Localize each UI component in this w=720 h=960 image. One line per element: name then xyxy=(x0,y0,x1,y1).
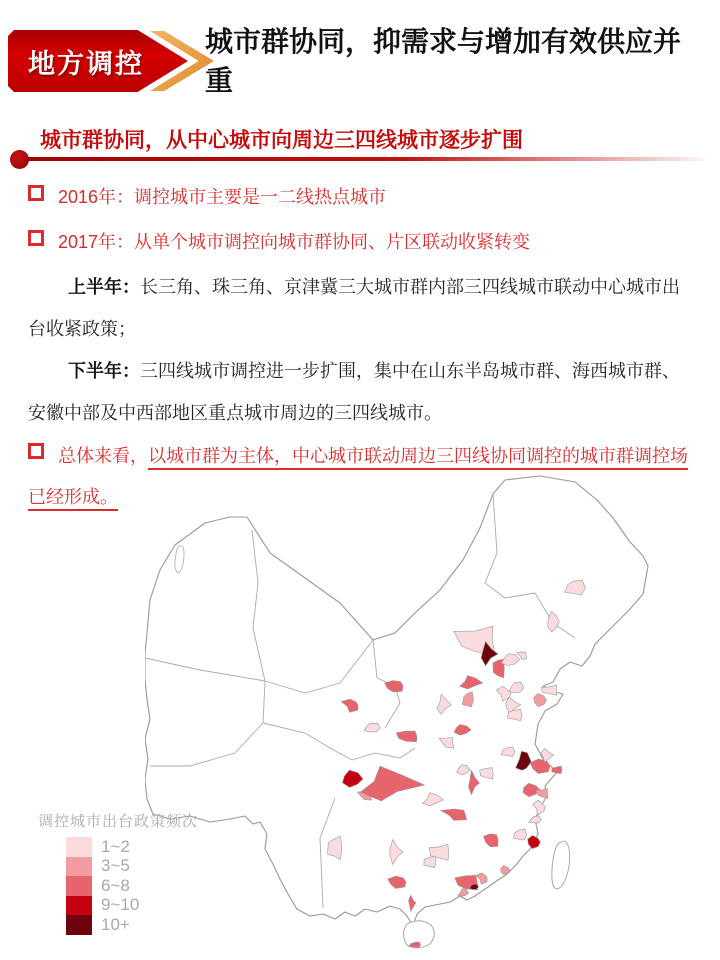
legend-label: 1~2 xyxy=(101,836,130,856)
legend-item xyxy=(66,915,198,935)
second-half-text: 三四线城市调控进一步扩围，集中在山东半岛城市群、海西城市群、安徽中部及中西部地区重点城市周边的三四线城市。 xyxy=(28,361,680,423)
legend-label: 10+ xyxy=(101,914,130,934)
square-bullet-icon xyxy=(28,443,44,459)
paragraph-second-half xyxy=(28,350,694,434)
legend-label: 3~5 xyxy=(101,856,130,876)
square-bullet-icon xyxy=(28,230,44,246)
divider-line xyxy=(26,157,710,161)
bullet-2016-text: 2016年：调控城市主要是一二线热点城市 xyxy=(58,187,387,207)
legend-label: 9~10 xyxy=(101,895,140,915)
summary-underlined-text: 以城市群为主体，中心城市联动周边三四线协同调控的城市群调控场已经形成。 xyxy=(28,446,688,507)
first-half-label: 上半年： xyxy=(68,277,140,297)
header-badge xyxy=(8,28,218,94)
map-legend xyxy=(38,810,198,935)
badge-label: 地方调控 xyxy=(28,49,144,79)
legend-label: 6~8 xyxy=(101,875,130,895)
page-title: 城市群协同，抑需求与增加有效供应并重 xyxy=(205,26,682,96)
legend-swatch xyxy=(66,915,92,935)
bullet-2016 xyxy=(28,184,692,210)
legend-swatch xyxy=(66,857,92,877)
second-half-label: 下半年： xyxy=(68,361,140,381)
legend-swatch xyxy=(66,876,92,896)
legend-item xyxy=(66,876,198,896)
legend-item xyxy=(66,857,198,877)
summary-prefix: 总体来看， xyxy=(58,446,148,466)
legend-swatch xyxy=(66,896,92,916)
legend-item xyxy=(66,837,198,857)
legend-rows xyxy=(66,837,198,935)
china-choropleth-map xyxy=(145,472,655,958)
taiwan-outline xyxy=(552,841,570,889)
bullet-2017-text: 2017年：从单个城市调控向城市群协同、片区联动收紧转变 xyxy=(58,232,531,252)
legend-title: 调控城市出台政策频次 xyxy=(38,813,199,830)
legend-swatch xyxy=(66,837,92,857)
square-bullet-icon xyxy=(28,185,44,201)
paragraph-first-half xyxy=(28,266,694,350)
legend-item xyxy=(66,896,198,916)
bullet-2017 xyxy=(28,229,692,255)
first-half-text: 长三角、珠三角、京津冀三大城市群内部三四线城市联动中心城市出台收紧政策； xyxy=(28,277,680,339)
section-header: 城市群协同，从中心城市向周边三四线城市逐步扩围 xyxy=(40,129,523,152)
